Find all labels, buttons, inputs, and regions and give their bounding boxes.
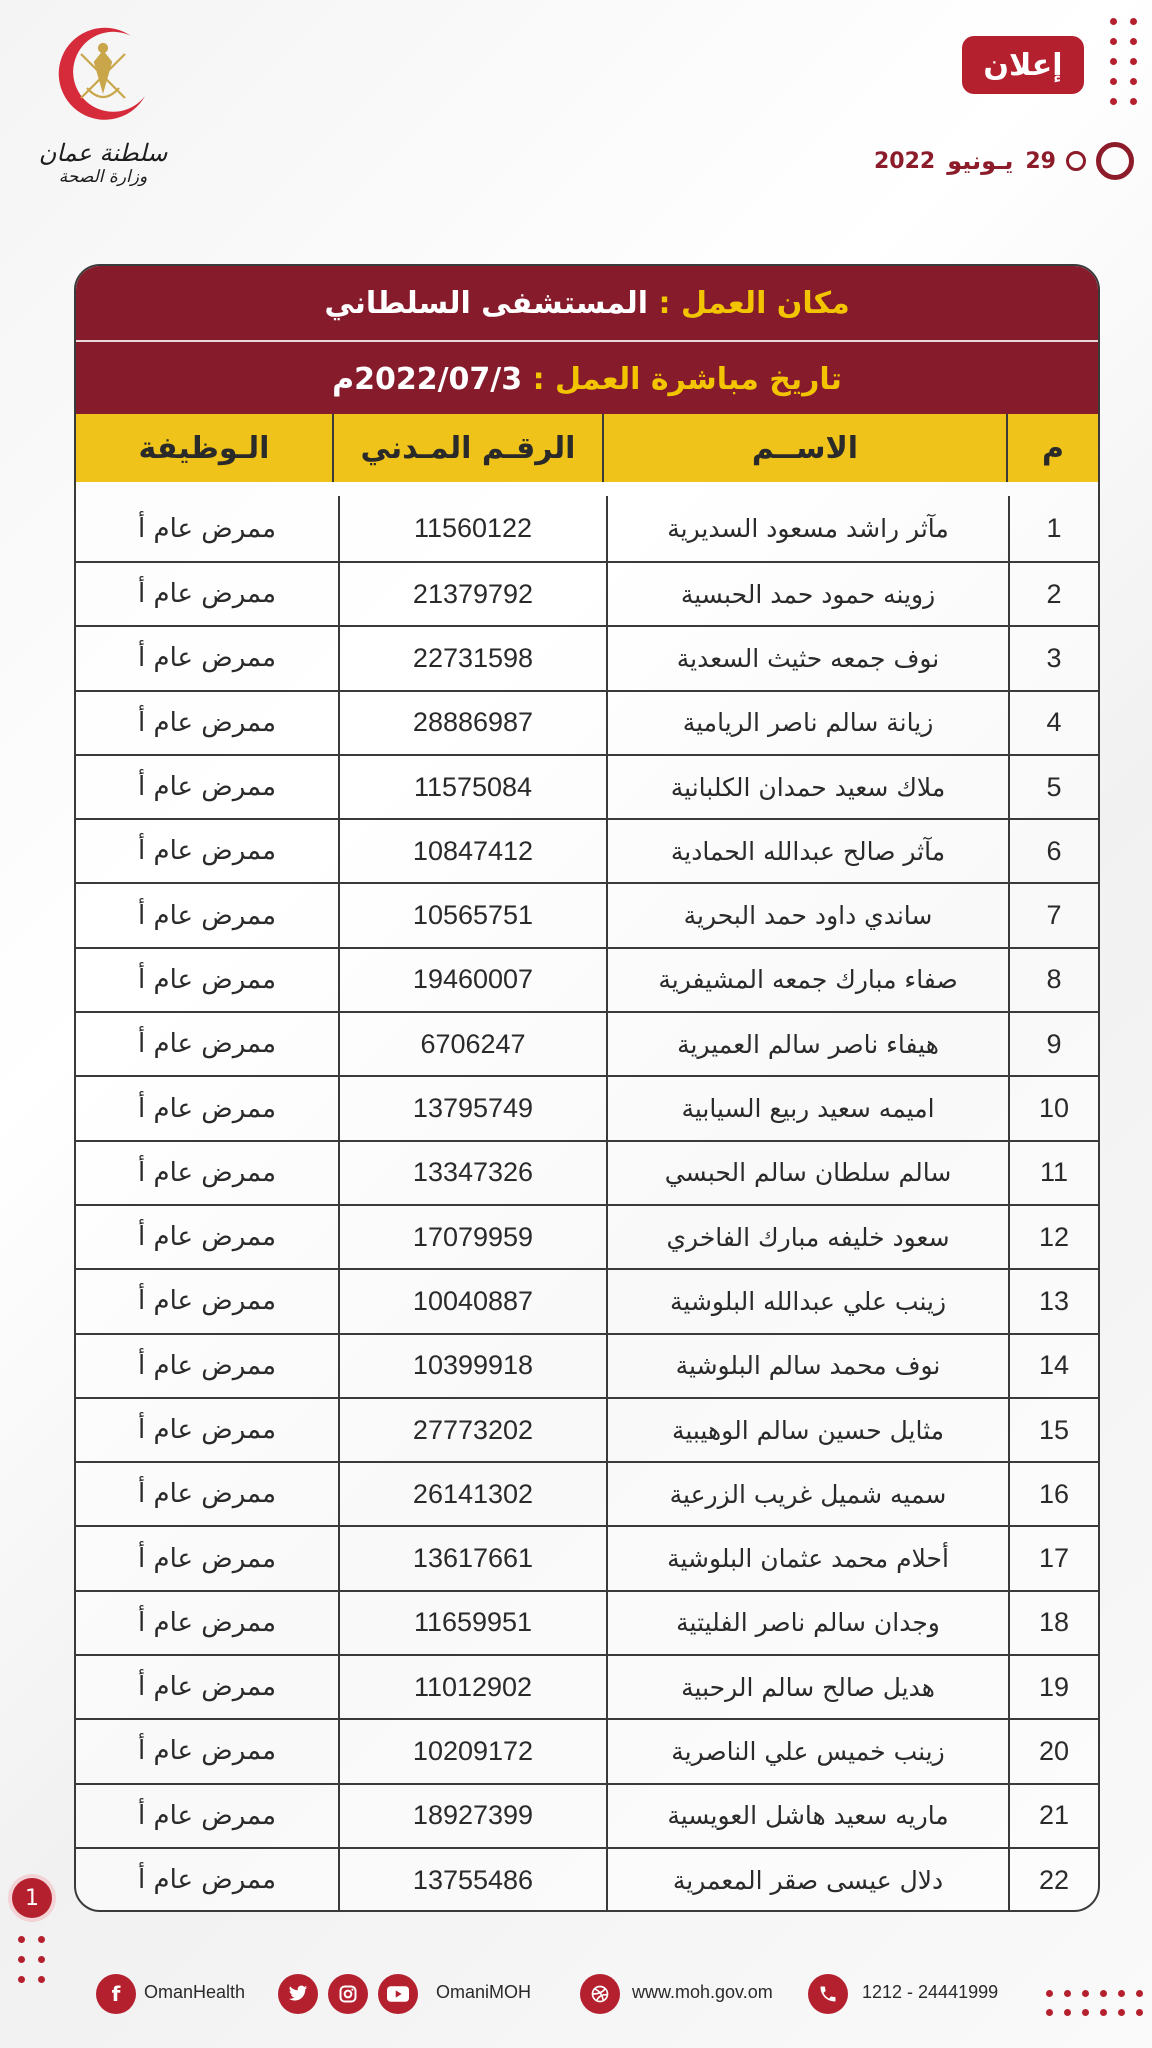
table-row <box>76 1011 1098 1075</box>
row-number: 2 <box>1008 563 1098 625</box>
row-name: ساندي داود حمد البحرية <box>606 884 1008 946</box>
page-number-badge: 1 <box>12 1878 52 1918</box>
table-row <box>76 1461 1098 1525</box>
row-name: أحلام محمد عثمان البلوشية <box>606 1527 1008 1589</box>
row-name: ملاك سعيد حمدان الكلبانية <box>606 756 1008 818</box>
row-name: زينب خميس علي الناصرية <box>606 1720 1008 1782</box>
row-job: ممرض عام أ <box>137 836 277 867</box>
row-name: وجدان سالم ناصر الفليتية <box>606 1592 1008 1654</box>
row-civil-id: 21379792 <box>338 563 606 625</box>
row-job: ممرض عام أ <box>137 1865 277 1896</box>
row-civil-id: 11659951 <box>338 1592 606 1654</box>
table-row <box>76 625 1098 689</box>
row-name: صفاء مبارك جمعه المشيفرية <box>606 949 1008 1011</box>
small-ring-icon <box>1066 151 1086 171</box>
workplace-line <box>76 266 1098 340</box>
row-number: 14 <box>1008 1335 1098 1397</box>
row-job: ممرض عام أ <box>137 1286 277 1317</box>
row-job: ممرض عام أ <box>137 1543 277 1574</box>
crescent-emblem-icon <box>53 26 153 126</box>
row-name: اميمه سعيد ربيع السيابية <box>606 1077 1008 1139</box>
row-civil-id: 10209172 <box>338 1720 606 1782</box>
row-name: مثايل حسين سالم الوهيبية <box>606 1399 1008 1461</box>
table-row <box>76 1654 1098 1718</box>
row-civil-id: 13755486 <box>338 1849 606 1911</box>
workplace-value: المستشفى السلطاني <box>324 285 649 321</box>
top-right-dots <box>1110 18 1137 105</box>
row-civil-id: 11560122 <box>338 496 606 561</box>
row-job: ممرض عام أ <box>137 707 277 738</box>
large-ring-icon <box>1096 142 1134 180</box>
table-row <box>76 818 1098 882</box>
row-number: 15 <box>1008 1399 1098 1461</box>
website-link[interactable]: www.moh.gov.om <box>632 1982 773 2002</box>
row-job: ممرض عام أ <box>137 1350 277 1381</box>
row-number: 12 <box>1008 1206 1098 1268</box>
table-row <box>76 1847 1098 1911</box>
facebook-handle[interactable]: OmanHealth <box>144 1982 246 2002</box>
row-civil-id: 22731598 <box>338 627 606 689</box>
row-name: سعود خليفه مبارك الفاخري <box>606 1206 1008 1268</box>
row-civil-id: 27773202 <box>338 1399 606 1461</box>
row-civil-id: 11575084 <box>338 756 606 818</box>
row-number: 17 <box>1008 1527 1098 1589</box>
youtube-icon[interactable] <box>378 1974 418 2014</box>
row-name: زينب علي عبدالله البلوشية <box>606 1270 1008 1332</box>
row-job: ممرض عام أ <box>137 964 277 995</box>
table-row <box>76 1525 1098 1589</box>
announcement-badge: إعلان <box>962 36 1084 94</box>
table-row <box>76 947 1098 1011</box>
row-number: 5 <box>1008 756 1098 818</box>
row-number: 21 <box>1008 1785 1098 1847</box>
row-civil-id: 26141302 <box>338 1463 606 1525</box>
row-name: مآثر راشد مسعود السديرية <box>606 496 1008 561</box>
table-body <box>76 482 1098 1911</box>
row-job: ممرض عام أ <box>137 900 277 931</box>
date-day: 29 <box>1025 148 1056 174</box>
row-job: ممرض عام أ <box>137 1029 277 1060</box>
row-civil-id: 13795749 <box>338 1077 606 1139</box>
table-row <box>76 1075 1098 1139</box>
row-number: 11 <box>1008 1142 1098 1204</box>
row-number: 20 <box>1008 1720 1098 1782</box>
row-name: ماريه سعيد هاشل العويسية <box>606 1785 1008 1847</box>
announcement-date <box>874 142 1134 180</box>
date-year: 2022 <box>874 148 936 174</box>
row-name: مآثر صالح عبدالله الحمادية <box>606 820 1008 882</box>
table-row <box>76 754 1098 818</box>
row-job: ممرض عام أ <box>137 1479 277 1510</box>
row-civil-id: 17079959 <box>338 1206 606 1268</box>
table-row <box>76 482 1098 561</box>
row-number: 9 <box>1008 1013 1098 1075</box>
row-number: 1 <box>1008 496 1098 561</box>
row-number: 6 <box>1008 820 1098 882</box>
column-header-number: م <box>1006 414 1098 482</box>
row-name: سميه شميل غريب الزرعية <box>606 1463 1008 1525</box>
row-name: دلال عيسى صقر المعمرية <box>606 1849 1008 1911</box>
table-row <box>76 1140 1098 1204</box>
dribbble-icon[interactable] <box>580 1974 620 2014</box>
table-row <box>76 1783 1098 1847</box>
instagram-icon[interactable] <box>328 1974 368 2014</box>
date-month: يـونيو <box>947 147 1014 175</box>
logo-text-ministry: وزارة الصحة <box>58 166 148 187</box>
table-row <box>76 1333 1098 1397</box>
row-civil-id: 6706247 <box>338 1013 606 1075</box>
row-civil-id: 18927399 <box>338 1785 606 1847</box>
row-civil-id: 13617661 <box>338 1527 606 1589</box>
table-row <box>76 1204 1098 1268</box>
row-number: 10 <box>1008 1077 1098 1139</box>
row-job: ممرض عام أ <box>137 1222 277 1253</box>
row-job: ممرض عام أ <box>137 772 277 803</box>
row-job: ممرض عام أ <box>137 1415 277 1445</box>
column-header-job: الـوظيفة <box>138 430 270 466</box>
row-number: 7 <box>1008 884 1098 946</box>
row-number: 3 <box>1008 627 1098 689</box>
row-civil-id: 13347326 <box>338 1142 606 1204</box>
row-name: زيانة سالم ناصر الريامية <box>606 692 1008 754</box>
row-civil-id: 28886987 <box>338 692 606 754</box>
column-header-civil-id: الرقـم المـدني <box>332 414 602 482</box>
table-row <box>76 882 1098 946</box>
start-date-value: 2022/07/3م <box>332 361 523 397</box>
start-date-label: تاريخ مباشرة العمل : <box>532 361 842 397</box>
row-name: سالم سلطان سالم الحبسي <box>606 1142 1008 1204</box>
row-civil-id: 10399918 <box>338 1335 606 1397</box>
row-number: 16 <box>1008 1463 1098 1525</box>
row-job: ممرض عام أ <box>137 513 277 544</box>
row-name: هيفاء ناصر سالم العميرية <box>606 1013 1008 1075</box>
row-number: 13 <box>1008 1270 1098 1332</box>
row-civil-id: 10847412 <box>338 820 606 882</box>
card-header <box>76 266 1098 414</box>
row-job: ممرض عام أ <box>137 1800 277 1831</box>
table-row <box>76 1718 1098 1782</box>
row-number: 4 <box>1008 692 1098 754</box>
row-name: هديل صالح سالم الرحبية <box>606 1656 1008 1718</box>
table-row <box>76 561 1098 625</box>
phone-icon[interactable] <box>808 1974 848 2014</box>
row-job: ممرض عام أ <box>137 1672 277 1703</box>
row-number: 19 <box>1008 1656 1098 1718</box>
column-header-name: الاســم <box>602 414 1006 482</box>
row-job: ممرض عام أ <box>137 579 277 610</box>
contact-footer <box>0 1974 1152 2024</box>
row-civil-id: 10040887 <box>338 1270 606 1332</box>
row-civil-id: 11012902 <box>338 1656 606 1718</box>
table-header <box>76 414 1098 482</box>
phone-number[interactable]: 1212 - 24441999 <box>862 1982 999 2002</box>
logo-text-oman: سلطنة عمان <box>38 139 168 167</box>
table-row <box>76 1590 1098 1654</box>
table-row <box>76 690 1098 754</box>
table-row <box>76 1397 1098 1461</box>
social-handle[interactable]: OmaniMOH <box>436 1982 532 2002</box>
table-row <box>76 1268 1098 1332</box>
row-civil-id: 10565751 <box>338 884 606 946</box>
row-name: نوف جمعه حثيث السعدية <box>606 627 1008 689</box>
row-job: ممرض عام أ <box>137 1157 277 1188</box>
start-date-line <box>76 340 1098 416</box>
twitter-icon[interactable] <box>278 1974 318 2014</box>
row-name: زوينه حمود حمد الحبسية <box>606 563 1008 625</box>
row-job: ممرض عام أ <box>137 1736 277 1767</box>
row-job: ممرض عام أ <box>137 1093 277 1124</box>
row-number: 22 <box>1008 1849 1098 1911</box>
ministry-logo <box>28 24 178 204</box>
facebook-icon[interactable]: f <box>96 1974 136 2014</box>
workplace-label: مكان العمل : <box>658 285 850 321</box>
row-name: نوف محمد سالم البلوشية <box>606 1335 1008 1397</box>
row-number: 8 <box>1008 949 1098 1011</box>
row-job: ممرض عام أ <box>137 643 277 674</box>
assignment-table-card <box>74 264 1100 1912</box>
row-number: 18 <box>1008 1592 1098 1654</box>
row-job: ممرض عام أ <box>137 1607 277 1638</box>
row-civil-id: 19460007 <box>338 949 606 1011</box>
